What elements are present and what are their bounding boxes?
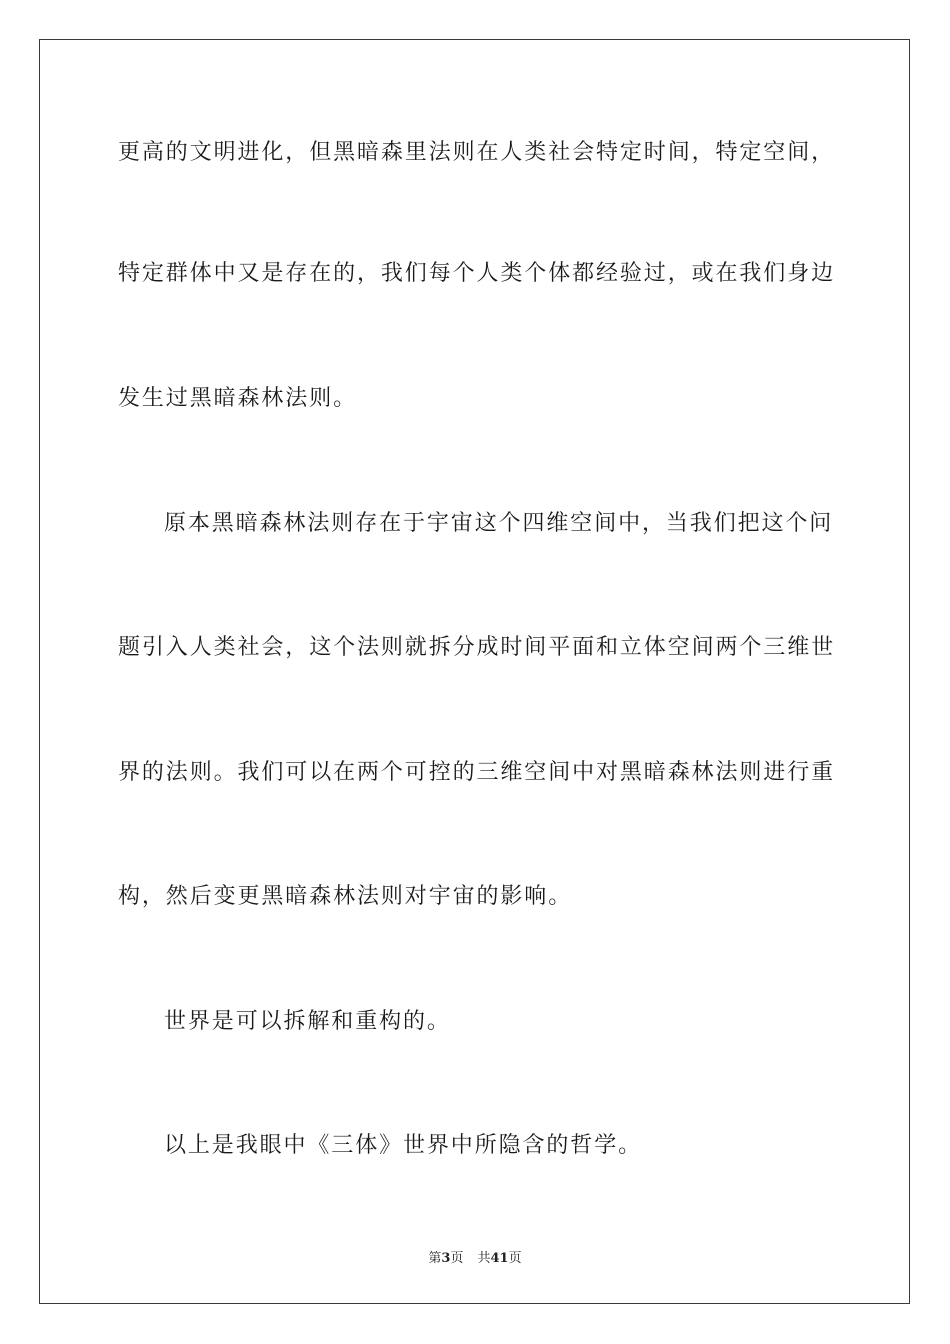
total-prefix: 共 [477,1251,491,1266]
page-suffix: 页 [450,1251,464,1266]
body-text-line-2: 特定群体中又是存在的，我们每个人类个体都经验过，或在我们身边 [118,261,836,286]
total-suffix: 页 [508,1251,522,1266]
body-text-line-1: 更高的文明进化，但黑暗森里法则在人类社会特定时间，特定空间， [118,140,836,165]
body-text-line-9: 以上是我眼中《三体》世界中所隐含的哲学。 [164,1133,643,1158]
body-text-line-8: 世界是可以拆解和重构的。 [164,1009,451,1034]
page-number: 3 [441,1251,451,1266]
body-text-line-7: 构，然后变更黑暗森林法则对宇宙的影响。 [118,884,573,909]
page-footer [0,1247,950,1266]
page-border [39,39,910,1304]
body-text-line-5: 题引入人类社会，这个法则就拆分成时间平面和立体空间两个三维世 [118,635,836,660]
total-pages: 41 [490,1251,509,1266]
body-text-line-4: 原本黑暗森林法则存在于宇宙这个四维空间中，当我们把这个问 [164,511,834,536]
body-text-line-6: 界的法则。我们可以在两个可控的三维空间中对黑暗森林法则进行重 [118,760,836,785]
page-prefix: 第 [428,1251,442,1266]
body-text-line-3: 发生过黑暗森林法则。 [118,386,358,411]
